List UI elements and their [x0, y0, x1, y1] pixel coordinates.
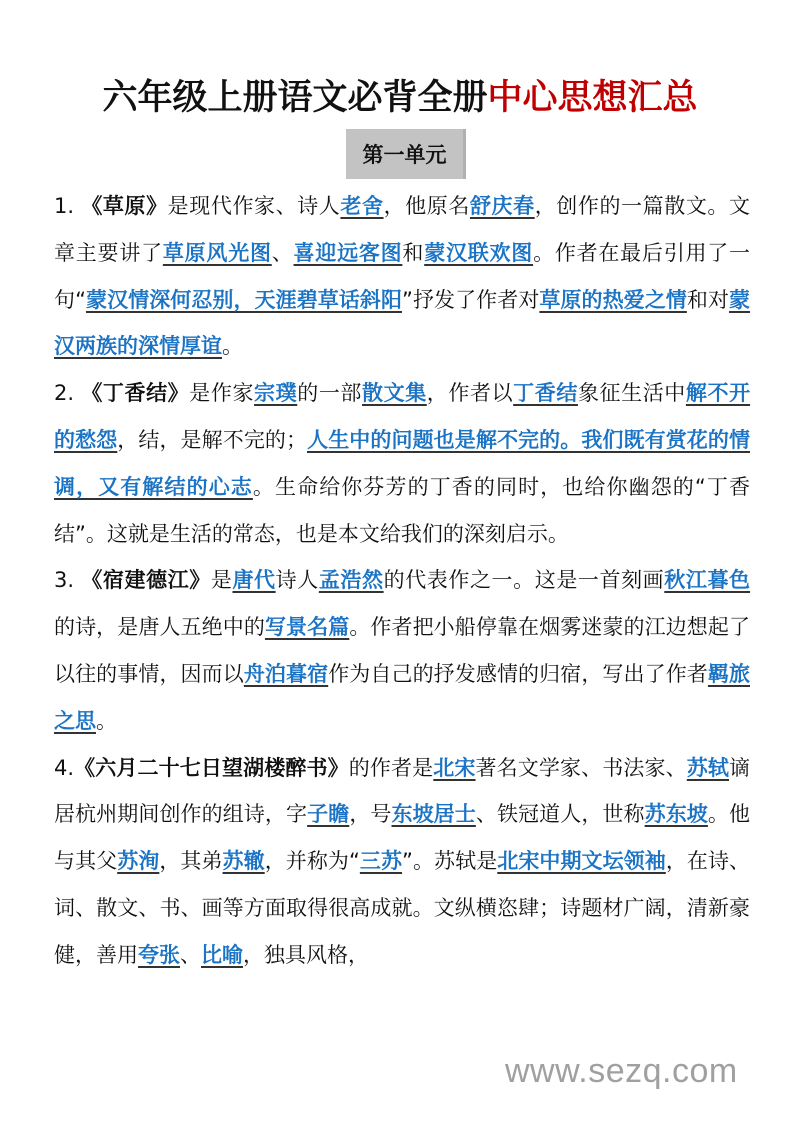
text-segment: 的代表作之一。这是一首刻画 — [383, 568, 665, 593]
text-segment: 是作家 — [189, 381, 255, 406]
paragraph-1 — [54, 183, 750, 370]
key-term: 草原的热爱之情 — [539, 287, 687, 312]
text-segment: ，在诗、词、散文、书、画等方面取得很高成就。文纵横恣肆；诗题材广阔，清新豪健，善用 — [54, 849, 751, 967]
text-segment: ，创作的一篇散文。文章主要讲了 — [54, 194, 751, 265]
key-term: 丁香结 — [513, 381, 578, 406]
text-segment: 4. — [54, 755, 75, 780]
text-segment: 是现代作家、诗人 — [167, 194, 341, 218]
text-segment: 、 — [271, 240, 294, 265]
text-segment: ，独具风格， — [243, 942, 369, 967]
paragraph-3 — [54, 557, 750, 744]
key-term: 写景名篇 — [264, 615, 350, 640]
key-term: 蒙汉情深何忍别，天涯碧草话斜阳 — [85, 287, 403, 312]
key-term: 三苏 — [359, 849, 403, 874]
key-term: 蒙汉两族的深情厚谊 — [54, 287, 751, 359]
document-body — [54, 183, 750, 979]
text-segment: 象征生活中 — [577, 381, 686, 406]
text-segment: 。 — [96, 708, 117, 733]
key-term: 比喻 — [201, 942, 243, 967]
text-segment: 。作者在最后引用了一句“ — [54, 240, 751, 312]
text-segment: 。作者把小船停靠在烟雾迷蒙的江边想起了以往的事情，因而以 — [54, 615, 750, 686]
text-segment: 诗人 — [275, 568, 319, 593]
text-segment: ，作者以 — [426, 381, 514, 406]
text-segment: ”抒发了作者对 — [402, 287, 540, 312]
key-term: 子瞻 — [307, 802, 350, 827]
text-segment: ，结，是解不完的； — [117, 427, 308, 452]
key-term: 东坡居士 — [391, 802, 476, 827]
key-term: 北宋 — [433, 755, 476, 780]
text-segment: 和 — [402, 240, 425, 265]
key-term: 苏东坡 — [644, 802, 708, 827]
key-term: 喜迎远客图 — [293, 240, 403, 265]
key-term: 舟泊暮宿 — [243, 661, 329, 686]
text-segment: 和对 — [686, 287, 730, 312]
watermark: www.sezq.com — [505, 1052, 738, 1090]
key-term: 北宋中期文坛领袖 — [497, 849, 666, 874]
unit-heading: 第一单元 — [346, 129, 466, 179]
key-term: 蒙汉联欢图 — [424, 240, 534, 265]
text-segment: 的诗，是唐人五绝中的 — [54, 615, 265, 640]
key-term: 羁旅之思 — [54, 661, 750, 733]
text-segment: 。生命给你芬芳的丁香的同时，也给你幽怨的“丁香结”。这就是生活的常态，也是本文给我们的深刻启示。 — [54, 474, 750, 546]
key-term: 宗璞 — [254, 381, 298, 406]
paragraph-2 — [54, 370, 750, 557]
title-black-part: 六年级上册语文必背全册 — [102, 78, 488, 118]
key-term: 苏轼 — [686, 755, 730, 780]
key-term: 舒庆春 — [469, 194, 535, 218]
key-term: 草原风光图 — [162, 240, 272, 265]
work-title: 《宿建德江》 — [81, 568, 211, 593]
text-segment: 谪居杭州期间创作的组诗，字 — [54, 755, 751, 827]
work-title: 《草原》 — [81, 194, 168, 218]
text-segment: 。他与其父 — [54, 802, 750, 874]
text-segment: 的作者是 — [348, 755, 434, 780]
key-term: 老舍 — [340, 194, 384, 218]
text-segment: 的一部 — [297, 381, 363, 406]
text-segment: 著名文学家、书法家、 — [475, 755, 687, 780]
page-title — [0, 70, 800, 120]
text-segment: ”。苏轼是 — [402, 849, 498, 874]
text-segment: 、 — [180, 942, 201, 967]
text-segment: ，他原名 — [383, 194, 470, 218]
key-term: 苏洵 — [117, 849, 160, 874]
key-term: 苏辙 — [222, 849, 265, 874]
text-segment: 1. — [54, 194, 82, 218]
text-segment: 2. — [54, 381, 82, 406]
key-term: 夸张 — [138, 942, 180, 967]
text-segment: 是 — [210, 568, 233, 593]
text-segment: 。 — [222, 334, 243, 359]
key-term: 散文集 — [362, 381, 427, 406]
text-segment: 作为自己的抒发感情的归宿，写出了作者 — [328, 661, 708, 686]
text-segment: 、铁冠道人，世称 — [475, 802, 645, 827]
text-segment: ，并称为“ — [264, 849, 360, 874]
work-title: 《六月二十七日望湖楼醉书》 — [74, 755, 349, 780]
paragraph-4 — [54, 745, 750, 979]
key-term: 人生中的问题也是解不完的。我们既有赏花的情调，又有解结的心志 — [54, 427, 750, 499]
text-segment: ，其弟 — [159, 849, 223, 874]
key-term: 秋江暮色 — [664, 568, 751, 593]
text-segment: ，号 — [349, 802, 392, 827]
work-title: 《丁香结》 — [81, 381, 190, 406]
key-term: 孟浩然 — [318, 568, 384, 593]
key-term: 唐代 — [232, 568, 276, 593]
text-segment: 3. — [54, 568, 82, 593]
key-term: 解不开的愁怨 — [54, 381, 751, 452]
title-red-part: 中心思想汇总 — [487, 78, 698, 118]
